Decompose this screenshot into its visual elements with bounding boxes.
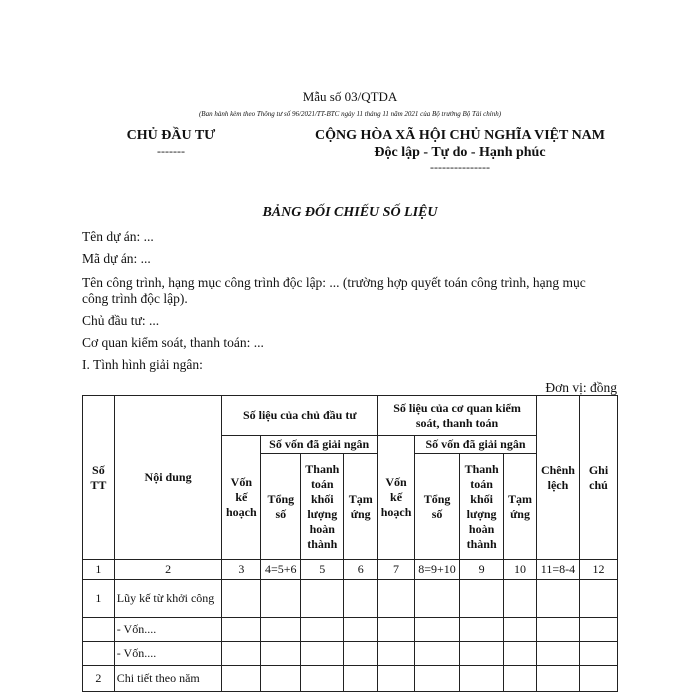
project-name-field: Tên dự án: ...: [82, 229, 154, 244]
index-cell: 8=9+10: [415, 560, 460, 580]
form-code: Mẫu số 03/QTDA: [302, 89, 398, 104]
national-motto: Độc lập - Tự do - Hạnh phúc: [374, 145, 546, 160]
col-note-header: Ghi chú: [579, 396, 617, 560]
col-stt-header: Số TT: [83, 396, 115, 560]
project-code-field: Mã dự án: ...: [82, 251, 151, 266]
index-cell: 11=8-4: [536, 560, 579, 580]
section-heading: I. Tình hình giải ngân:: [82, 357, 203, 372]
legal-note: (Ban hành kèm theo Thông tư số 96/2021/TT-BTC ngày 11 tháng 11 năm 2021 của Bộ trưởng Bộ Tài chính): [198, 110, 502, 118]
index-cell: 2: [114, 560, 222, 580]
investor-label: CHỦ ĐẦU TƯ: [126, 128, 216, 143]
row-content: Lũy kế từ khởi công: [114, 580, 222, 618]
table-row: [83, 642, 618, 666]
index-cell: 5: [301, 560, 344, 580]
col-advance-header: Tạm ứng: [344, 454, 378, 560]
index-cell: 3: [222, 560, 261, 580]
col-content-header: Nội dung: [114, 396, 222, 560]
document-title: BẢNG ĐỐI CHIẾU SỐ LIỆU: [262, 205, 438, 220]
col-plan-header: Vốn kế hoạch: [222, 436, 261, 560]
investor-field: Chủ đầu tư: ...: [82, 313, 160, 328]
row-stt: 1: [83, 580, 115, 618]
col-advance-header-2: Tạm ứng: [504, 454, 537, 560]
reconciliation-table: [82, 395, 618, 692]
index-cell: 10: [504, 560, 537, 580]
table-row: [83, 580, 618, 618]
index-cell: 1: [83, 560, 115, 580]
row-content: - Vốn....: [114, 642, 222, 666]
disbursed-header-2: Số vốn đã giải ngân: [415, 436, 537, 454]
index-cell: 9: [460, 560, 504, 580]
col-paid-header-2: Thanh toán khối lượng hoàn thành: [460, 454, 504, 560]
header-row-1: [83, 396, 618, 436]
index-cell: 4=5+6: [261, 560, 301, 580]
row-stt: [83, 642, 115, 666]
col-paid-header: Thanh toán khối lượng hoàn thành: [301, 454, 344, 560]
control-agency-field: Cơ quan kiểm soát, thanh toán: ...: [82, 335, 264, 350]
row-content: Chi tiết theo năm: [114, 666, 222, 692]
control-group-header: Số liệu của cơ quan kiểm soát, thanh toán: [378, 396, 537, 436]
col-total-header-2: Tổng số: [415, 454, 460, 560]
unit-label: Đơn vị: đồng: [545, 380, 617, 395]
index-cell: 7: [378, 560, 415, 580]
republic-heading: CỘNG HÒA XÃ HỘI CHỦ NGHĨA VIỆT NAM: [314, 128, 605, 143]
col-diff-header: Chênh lệch: [536, 396, 579, 560]
motto-divider: ---------------: [430, 160, 490, 174]
investor-divider: -------: [157, 144, 185, 158]
row-stt: 2: [83, 666, 115, 692]
table-row: [83, 618, 618, 642]
index-cell: 6: [344, 560, 378, 580]
col-total-header: Tổng số: [261, 454, 301, 560]
table-row: [83, 666, 618, 692]
index-row: [83, 560, 618, 580]
investor-group-header: Số liệu của chủ đầu tư: [222, 396, 378, 436]
work-item-field: Tên công trình, hạng mục công trình độc lập: ... (trường hợp quyết toán công trình, hạng mục công trình độc lập).: [82, 275, 586, 306]
index-cell: 12: [579, 560, 617, 580]
row-stt: [83, 618, 115, 642]
disbursed-header: Số vốn đã giải ngân: [261, 436, 378, 454]
row-content: - Vốn....: [114, 618, 222, 642]
col-plan-header-2: Vốn kế hoạch: [378, 436, 415, 560]
